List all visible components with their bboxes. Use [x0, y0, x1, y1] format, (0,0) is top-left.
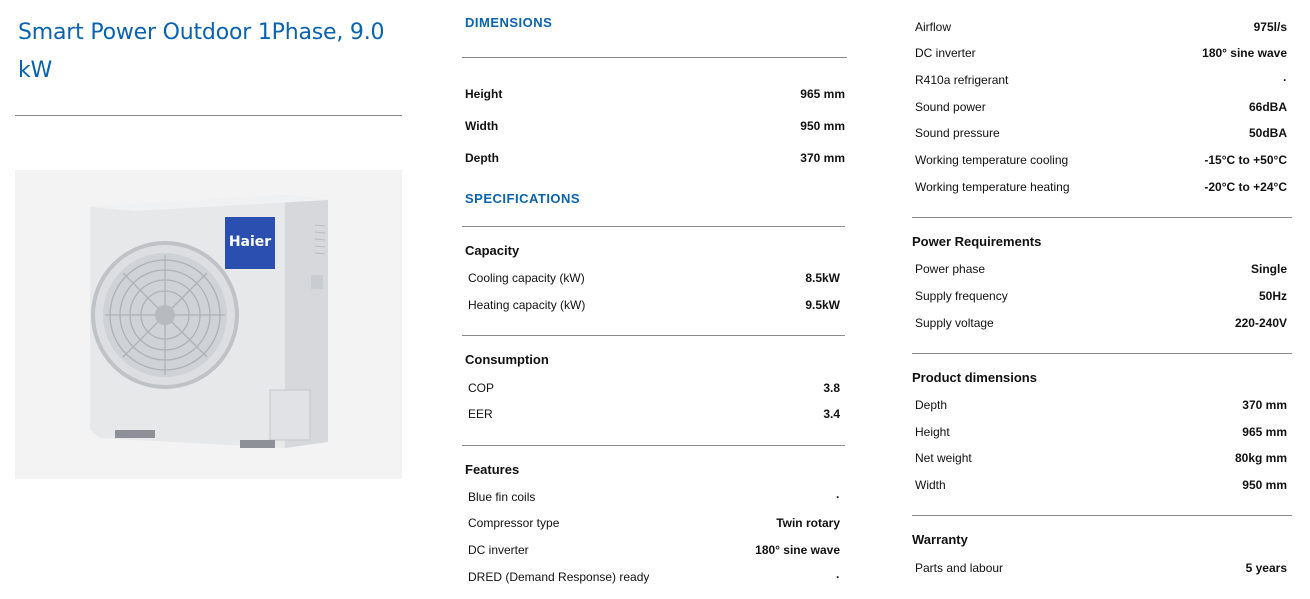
dimensions-heading: DIMENSIONS: [465, 15, 553, 30]
brand-logo: Haier: [228, 234, 272, 250]
spec-value: 3.8: [823, 381, 840, 395]
spec-label: Power phase: [915, 262, 986, 276]
dimension-label: Height: [465, 87, 503, 101]
spec-label: Heating capacity (kW): [468, 298, 586, 312]
spec-label: Compressor type: [468, 516, 560, 530]
spec-row: [915, 20, 1287, 34]
dimension-label: Depth: [465, 151, 499, 165]
spec-label: Supply voltage: [915, 316, 994, 330]
spec-value: 80kg mm: [1234, 451, 1287, 465]
spec-value: ·: [836, 570, 840, 584]
spec-row: [468, 490, 840, 504]
spec-row: [468, 570, 840, 584]
spec-label: Depth: [915, 398, 948, 412]
spec-value: 220-240V: [1234, 316, 1287, 330]
spec-row: [468, 516, 840, 530]
warranty-title: Warranty: [912, 532, 968, 547]
spec-label: Height: [915, 425, 950, 439]
spec-label: Net weight: [915, 451, 972, 465]
product-dimensions-title: Product dimensions: [912, 370, 1037, 385]
dimension-value: 950 mm: [800, 119, 845, 133]
spec-row: [468, 381, 840, 395]
spec-label: Sound pressure: [915, 126, 1000, 140]
spec-label: Cooling capacity (kW): [468, 271, 585, 285]
spec-value: ·: [836, 490, 840, 504]
spec-row: [468, 543, 840, 557]
product-dimensions-divider: [912, 353, 1292, 354]
dimensions-divider: [462, 57, 847, 58]
spec-row: [915, 289, 1287, 303]
spec-row: [915, 398, 1287, 412]
product-image: [15, 170, 402, 479]
power-divider: [912, 217, 1292, 218]
spec-value: 3.4: [823, 407, 840, 421]
spec-label: Supply frequency: [915, 289, 1008, 303]
spec-row: [468, 407, 840, 421]
spec-row: [915, 316, 1287, 330]
spec-value: 950 mm: [1242, 478, 1287, 492]
spec-value: 66dBA: [1248, 100, 1287, 114]
dimension-value: 965 mm: [800, 87, 845, 101]
spec-value: -15°C to +50°C: [1204, 153, 1287, 167]
consumption-title: Consumption: [465, 352, 549, 367]
spec-value: 965 mm: [1242, 425, 1287, 439]
spec-label: EER: [468, 407, 493, 421]
spec-row: [915, 425, 1287, 439]
warranty-divider: [912, 515, 1292, 516]
dimension-row: [465, 151, 845, 165]
spec-value: 9.5kW: [805, 298, 840, 312]
spec-row: [468, 298, 840, 312]
spec-row: [915, 46, 1287, 60]
spec-value: -20°C to +24°C: [1204, 180, 1287, 194]
spec-label: COP: [468, 381, 495, 395]
power-title: Power Requirements: [912, 234, 1042, 249]
spec-row: [915, 180, 1287, 194]
spec-label: Working temperature heating: [915, 180, 1070, 194]
spec-row: [915, 561, 1287, 575]
spec-value: ·: [1283, 73, 1287, 87]
capacity-title: Capacity: [465, 243, 520, 258]
dimension-row: [465, 87, 845, 101]
spec-label: Parts and labour: [915, 561, 1004, 575]
spec-value: 5 years: [1245, 561, 1287, 575]
spec-row: [915, 126, 1287, 140]
spec-label: Blue fin coils: [468, 490, 536, 504]
spec-row: [915, 478, 1287, 492]
spec-value: 8.5kW: [805, 271, 840, 285]
specifications-heading: SPECIFICATIONS: [465, 191, 581, 206]
capacity-divider: [462, 226, 845, 227]
features-divider: [462, 445, 845, 446]
spec-value: 370 mm: [1242, 398, 1287, 412]
spec-label: DC inverter: [468, 543, 529, 557]
dimension-row: [465, 119, 845, 133]
spec-value: 50Hz: [1258, 289, 1287, 303]
spec-row: [468, 271, 840, 285]
spec-label: R410a refrigerant: [915, 73, 1009, 87]
spec-value: 975l/s: [1253, 20, 1287, 34]
spec-label: DC inverter: [915, 46, 976, 60]
consumption-divider: [462, 335, 845, 336]
spec-value: Single: [1250, 262, 1287, 276]
spec-row: [915, 451, 1287, 465]
spec-label: DRED (Demand Response) ready: [468, 570, 650, 584]
dimension-value: 370 mm: [800, 151, 845, 165]
dimension-label: Width: [465, 119, 499, 133]
spec-value: 180° sine wave: [755, 543, 840, 557]
spec-row: [915, 153, 1287, 167]
product-title: Smart Power Outdoor 1Phase, 9.0 kW: [18, 20, 385, 83]
spec-value: 50dBA: [1248, 126, 1287, 140]
spec-label: Sound power: [915, 100, 986, 114]
spec-value: 180° sine wave: [1202, 46, 1287, 60]
spec-row: [915, 262, 1287, 276]
spec-label: Width: [915, 478, 946, 492]
spec-label: Working temperature cooling: [915, 153, 1069, 167]
spec-value: Twin rotary: [776, 516, 840, 530]
spec-row: [915, 73, 1287, 87]
title-divider: [15, 115, 402, 116]
features-title: Features: [465, 462, 520, 477]
spec-label: Airflow: [915, 20, 952, 34]
spec-row: [915, 100, 1287, 114]
